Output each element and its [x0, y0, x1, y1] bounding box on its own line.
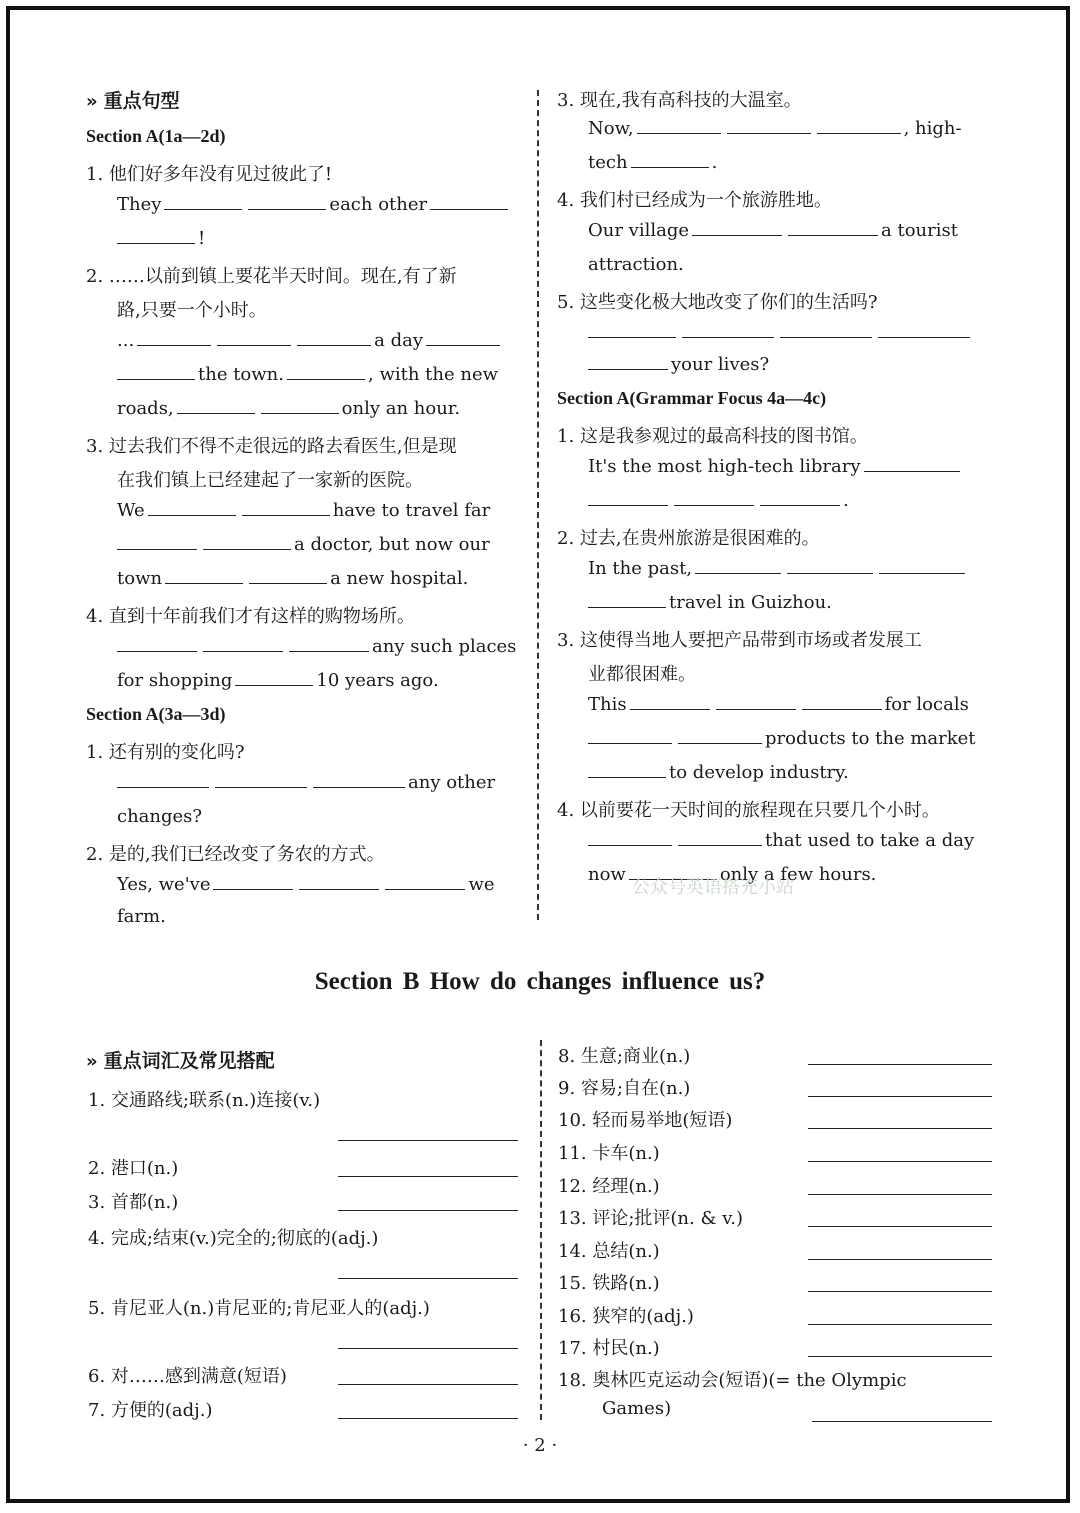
blank[interactable] [808, 1194, 992, 1195]
r1-chinese: 1. 还有别的变化吗? [86, 742, 245, 763]
blank[interactable] [248, 195, 326, 210]
q3-english: We have to travel far [117, 500, 491, 521]
section-a-1a-2d: Section A(1a—2d) [86, 126, 226, 146]
blank[interactable] [287, 365, 365, 380]
double-chevron-icon: » [86, 91, 98, 112]
blank[interactable] [137, 331, 211, 346]
blank[interactable] [338, 1418, 518, 1419]
blank[interactable] [338, 1384, 518, 1385]
blank[interactable] [117, 637, 197, 652]
vocab-item-12: 12. 经理(n.) [558, 1176, 660, 1197]
r2-english: Yes, we've we [117, 874, 495, 895]
column-divider [537, 90, 539, 920]
vocab-item-13: 13. 评论;批评(n. & v.) [558, 1208, 743, 1229]
q1-english: They each other [117, 194, 511, 215]
blank[interactable] [817, 119, 901, 134]
q2-chinese-2: 路,只要一个小时。 [117, 300, 267, 321]
blank[interactable] [808, 1291, 992, 1292]
q2-english: ... a day [117, 330, 503, 351]
vocab-item-9: 9. 容易;自在(n.) [558, 1078, 691, 1099]
blank[interactable] [165, 569, 243, 584]
vocab-item-18-cont: Games) [602, 1398, 672, 1419]
section-b-title: Section B How do changes influence us? [314, 968, 766, 995]
g1-english-2: . [588, 490, 849, 511]
blank[interactable] [299, 875, 379, 890]
blank[interactable] [588, 729, 672, 744]
q3r-english-2: tech . [588, 152, 718, 173]
blank[interactable] [117, 535, 197, 550]
blank[interactable] [879, 559, 965, 574]
r1-english: any other [117, 772, 495, 793]
blank[interactable] [117, 773, 209, 788]
blank[interactable] [213, 875, 293, 890]
vocab-item-17: 17. 村民(n.) [558, 1338, 660, 1359]
blank[interactable] [631, 153, 709, 168]
blank[interactable] [864, 457, 960, 472]
vocab-item-16: 16. 狭窄的(adj.) [558, 1306, 694, 1327]
blank[interactable] [808, 1259, 992, 1260]
blank[interactable] [338, 1210, 518, 1211]
q3-english-2: a doctor, but now our [117, 534, 490, 555]
q4r-english-2: attraction. [588, 254, 684, 275]
q5r-blanks [588, 322, 973, 343]
blank[interactable] [588, 763, 666, 778]
g1-chinese: 1. 这是我参观过的最高科技的图书馆。 [557, 426, 868, 447]
q3r-chinese: 3. 现在,我有高科技的大温室。 [557, 90, 802, 111]
blank[interactable] [215, 773, 307, 788]
vocab-item-3: 3. 首都(n.) [88, 1192, 179, 1213]
vocab-item-2: 2. 港口(n.) [88, 1158, 179, 1179]
blank[interactable] [727, 119, 811, 134]
watermark: 公众号英语搭充小站 [632, 877, 794, 898]
q4-chinese: 4. 直到十年前我们才有这样的购物场所。 [86, 606, 415, 627]
blank[interactable] [808, 1356, 992, 1357]
section-a-3a-3d: Section A(3a—3d) [86, 704, 226, 724]
blank[interactable] [808, 1128, 992, 1129]
column-divider [540, 1040, 542, 1420]
q5r-english: your lives? [588, 354, 769, 375]
blank[interactable] [808, 1064, 992, 1065]
g3-english-3: to develop industry. [588, 762, 849, 783]
double-chevron-icon: » [86, 1051, 98, 1072]
blank[interactable] [203, 637, 283, 652]
q4-english-2: for shopping 10 years ago. [117, 670, 439, 691]
blank[interactable] [808, 1161, 992, 1162]
blank[interactable] [430, 195, 508, 210]
blank[interactable] [802, 695, 882, 710]
blank[interactable] [678, 729, 762, 744]
blank[interactable] [588, 323, 676, 338]
blank[interactable] [787, 559, 873, 574]
blank[interactable] [313, 773, 405, 788]
blank[interactable] [630, 695, 710, 710]
blank[interactable] [338, 1140, 518, 1141]
vocab-header [86, 1046, 275, 1073]
q3-chinese: 3. 过去我们不得不走很远的路去看医生,但是现 [86, 436, 457, 457]
blank[interactable] [117, 229, 195, 244]
blank[interactable] [588, 831, 672, 846]
blank[interactable] [674, 491, 754, 506]
blank[interactable] [808, 1324, 992, 1325]
header-text: 重点句型 [103, 90, 180, 112]
blank[interactable] [678, 831, 762, 846]
q2-english-2: the town. , with the new [117, 364, 498, 385]
vocab-item-5: 5. 肯尼亚人(n.)肯尼亚的;肯尼亚人的(adj.) [88, 1298, 430, 1319]
g3-english-2: products to the market [588, 728, 976, 749]
vocab-item-10: 10. 轻而易举地(短语) [558, 1110, 733, 1131]
r2-chinese: 2. 是的,我们已经改变了务农的方式。 [86, 844, 385, 865]
q3r-english: Now, , high- [588, 118, 962, 139]
blank[interactable] [760, 491, 840, 506]
vocab-item-7: 7. 方便的(adj.) [88, 1400, 213, 1421]
blank[interactable] [695, 559, 781, 574]
q5r-chinese: 5. 这些变化极大地改变了你们的生活吗? [557, 292, 878, 313]
blank[interactable] [692, 221, 782, 236]
blank[interactable] [637, 119, 721, 134]
blank[interactable] [426, 331, 500, 346]
blank[interactable] [716, 695, 796, 710]
blank[interactable] [808, 1096, 992, 1097]
blank[interactable] [878, 323, 970, 338]
blank[interactable] [148, 501, 236, 516]
blank[interactable] [385, 875, 465, 890]
vocab-header-text: 重点词汇及常见搭配 [103, 1050, 275, 1072]
blank[interactable] [177, 399, 255, 414]
q3-chinese-2: 在我们镇上已经建起了一家新的医院。 [117, 470, 423, 491]
vocab-item-18: 18. 奥林匹克运动会(短语)(= the Olympic [558, 1370, 907, 1391]
q1-english-2: ! [117, 228, 205, 249]
blank[interactable] [780, 323, 872, 338]
q4-english: any such places [117, 636, 516, 657]
blank[interactable] [117, 365, 195, 380]
vocab-item-6: 6. 对……感到满意(短语) [88, 1366, 287, 1387]
q3-english-3: town a new hospital. [117, 568, 469, 589]
g1-english: It's the most high-tech library [588, 456, 963, 477]
blank[interactable] [588, 355, 668, 370]
blank[interactable] [217, 331, 291, 346]
q4r-english: Our village a tourist [588, 220, 958, 241]
blank[interactable] [338, 1348, 518, 1349]
key-sentences-header [86, 86, 180, 113]
blank[interactable] [338, 1278, 518, 1279]
blank[interactable] [588, 491, 668, 506]
vocab-item-15: 15. 铁路(n.) [558, 1273, 660, 1294]
g4-english-2: now only a few hours. [588, 864, 877, 885]
g2-chinese: 2. 过去,在贵州旅游是很困难的。 [557, 528, 820, 549]
blank[interactable] [682, 323, 774, 338]
q4r-chinese: 4. 我们村已经成为一个旅游胜地。 [557, 190, 832, 211]
vocab-item-4: 4. 完成;结束(v.)完全的;彻底的(adj.) [88, 1228, 379, 1249]
g4-english: that used to take a day [588, 830, 974, 851]
q1-chinese: 1. 他们好多年没有见过彼此了! [86, 164, 333, 185]
vocab-item-1: 1. 交通路线;联系(n.)连接(v.) [88, 1090, 321, 1111]
blank[interactable] [203, 535, 291, 550]
g3-english: This for locals [588, 694, 969, 715]
blank[interactable] [338, 1176, 518, 1177]
g2-english-2: travel in Guizhou. [588, 592, 832, 613]
g2-english: In the past, [588, 558, 968, 579]
vocab-item-14: 14. 总结(n.) [558, 1241, 660, 1262]
blank[interactable] [788, 221, 878, 236]
blank[interactable] [808, 1226, 992, 1227]
g3-chinese: 3. 这使得当地人要把产品带到市场或者发展工 [557, 630, 922, 651]
r2-english-2: farm. [117, 906, 166, 927]
vocab-item-8: 8. 生意;商业(n.) [558, 1046, 691, 1067]
blank[interactable] [249, 569, 327, 584]
q2-english-3: roads, only an hour. [117, 398, 461, 419]
blank[interactable] [812, 1421, 992, 1422]
vocab-item-11: 11. 卡车(n.) [558, 1143, 660, 1164]
blank[interactable] [164, 195, 242, 210]
blank[interactable] [297, 331, 371, 346]
blank[interactable] [235, 671, 313, 686]
blank[interactable] [242, 501, 330, 516]
r1-english-2: changes? [117, 806, 203, 827]
page-number: · 2 · [522, 1435, 558, 1456]
section-a-grammar-focus: Section A(Grammar Focus 4a—4c) [557, 388, 827, 408]
q2-chinese: 2. ……以前到镇上要花半天时间。现在,有了新 [86, 266, 457, 287]
g3-chinese-2: 业都很困难。 [588, 664, 696, 685]
g4-chinese: 4. 以前要花一天时间的旅程现在只要几个小时。 [557, 800, 940, 821]
blank[interactable] [261, 399, 339, 414]
blank[interactable] [289, 637, 369, 652]
blank[interactable] [588, 593, 666, 608]
